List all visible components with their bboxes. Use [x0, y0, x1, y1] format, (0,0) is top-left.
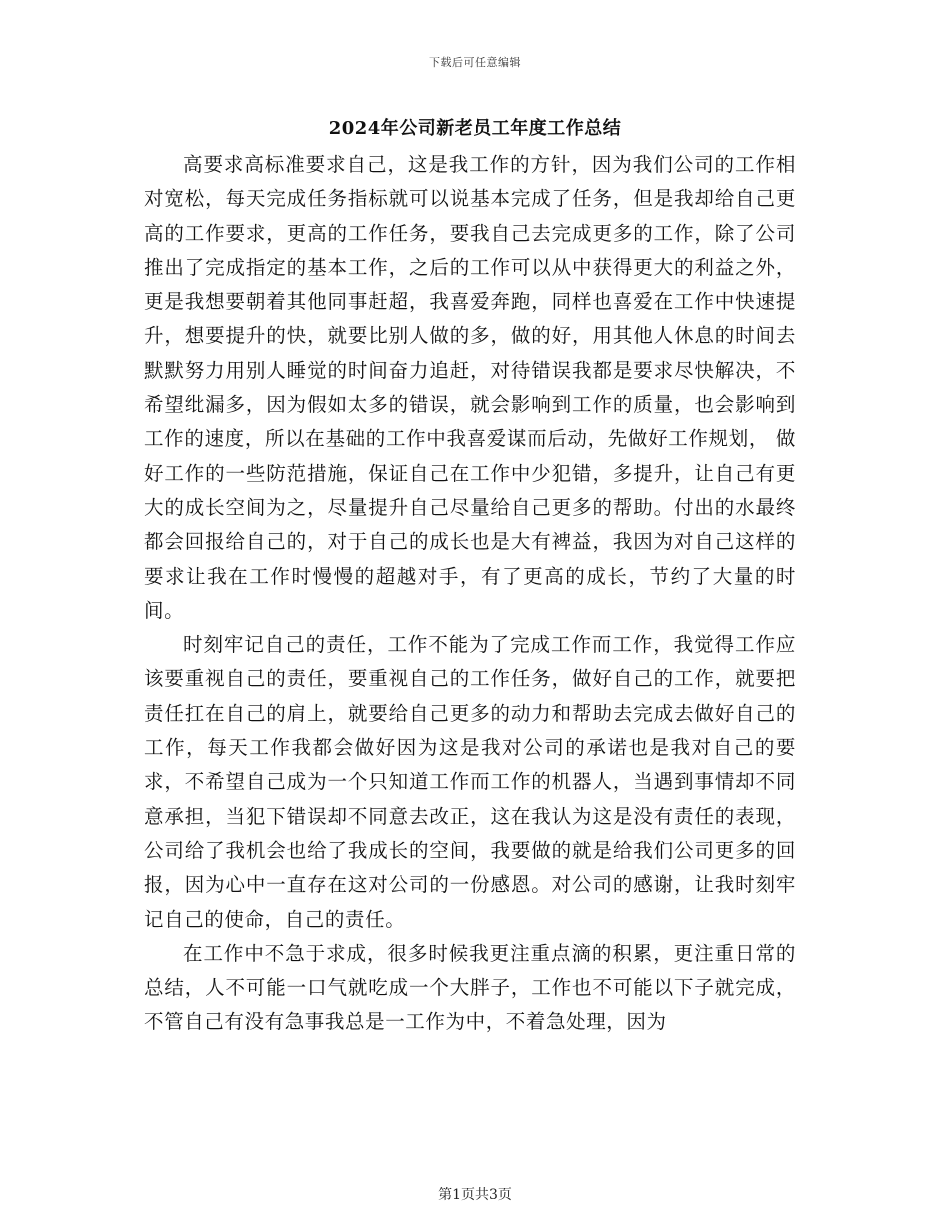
- download-note: 下载后可任意编辑: [429, 56, 521, 69]
- document-body: [144, 148, 796, 1040]
- page-number: 第1页共3页: [438, 1187, 512, 1203]
- paragraph-3: 在工作中不急于求成，很多时候我更注重点滴的积累，更注重日常的总结，人不可能一口气就吃成一个大胖子，工作也不可能以下子就完成，不管自己有没有急事我总是一工作为中，不着急处理，因为: [144, 941, 796, 1034]
- document-title: 2024年公司新老员工年度工作总结: [328, 118, 622, 139]
- paragraph-2: 时刻牢记自己的责任，工作不能为了完成工作而工作，我觉得工作应该要重视自己的责任，要重视自己的工作任务，做好自己的工作，就要把责任扛在自己的肩上，就要给自己更多的动力和帮助去完成去做好自己的工作，每天工作我都会做好因为这是我对公司的承诺也是我对自己的要求，不希望自己成为一个只知道工作而工作的机器人，当遇到事情却不同意承担，当犯下错误却不同意去改正，这在我认为这是没有责任的表现，公司给了我机会也给了我成长的空间，我要做的就是给我们公司更多的回报，因为心中一直存在这对公司的一份感恩。对公司的感谢，让我时刻牢记自己的使命，自己的责任。: [144, 633, 796, 931]
- paragraph-1: 高要求高标准要求自己，这是我工作的方针，因为我们公司的工作相对宽松，每天完成任务指标就可以说基本完成了任务，但是我却给自己更高的工作要求，更高的工作任务，要我自己去完成更多的工作，除了公司推出了完成指定的基本工作，之后的工作可以从中获得更大的利益之外，更是我想要朝着其他同事赶超，我喜爱奔跑，同样也喜爱在工作中快速提升，想要提升的快，就要比别人做的多，做的好，用其他人休息的时间去默默努力用别人睡觉的时间奋力追赶，对待错误我都是要求尽快解决，不希望纰漏多，因为假如太多的错误，就会影响到工作的质量，也会影响到工作的速度，所以在基础的工作中我喜爱谋而后动，先做好工作规划， 做好工作的一些防范措施，保证自己在工作中少犯错，多提升，让自己有更大的成长空间为之，尽量提升自己尽量给自己更多的帮助。付出的水最终都会回报给自己的，对于自己的成长也是大有裨益，我因为对自己这样的要求让我在工作时慢慢的超越对手，有了更高的成长，节约了大量的时间。: [144, 153, 796, 622]
